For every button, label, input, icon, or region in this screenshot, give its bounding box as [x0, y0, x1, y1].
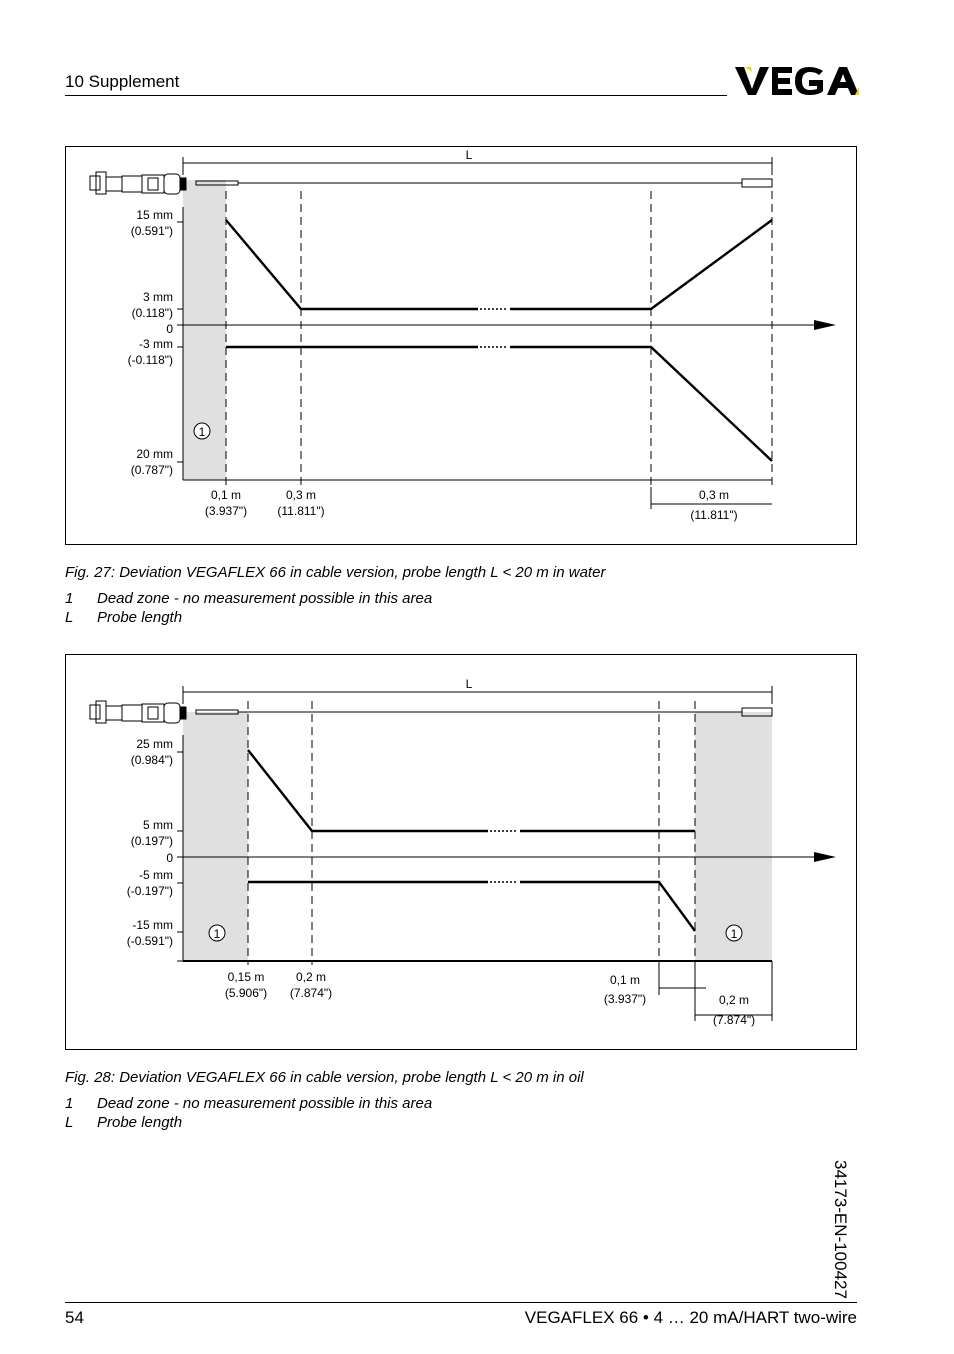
- upper-deviation-line: [226, 220, 478, 309]
- document-id: 34173-EN-100427: [831, 1160, 850, 1299]
- legend-item: L Probe length: [65, 1114, 183, 1131]
- l-label: L: [465, 677, 473, 691]
- svg-text:0,3 m: 0,3 m: [285, 488, 317, 502]
- svg-text:(3.937"): (3.937"): [204, 504, 248, 518]
- x-labels: [225, 970, 755, 1027]
- svg-text:0,15 m: 0,15 m: [227, 970, 265, 984]
- y-labels: [127, 737, 174, 948]
- svg-text:0: 0: [166, 322, 173, 336]
- svg-text:(0.118"): (0.118"): [131, 306, 173, 320]
- figure-27-caption: Fig. 27: Deviation VEGAFLEX 66 in cable version, probe length L < 20 m in water: [65, 564, 606, 581]
- svg-text:(-0.197"): (-0.197"): [126, 884, 173, 898]
- svg-text:3 mm: 3 mm: [143, 290, 173, 304]
- l-label: L: [465, 148, 473, 162]
- footer-title: VEGAFLEX 66 • 4 … 20 mA/HART two-wire: [524, 1308, 857, 1327]
- svg-text:(11.811"): (11.811"): [690, 508, 738, 522]
- svg-text:(7.874"): (7.874"): [289, 986, 333, 1000]
- y-labels: [128, 208, 174, 477]
- svg-text:0,1 m: 0,1 m: [609, 973, 641, 987]
- svg-text:1: 1: [213, 927, 221, 941]
- svg-text:20 mm: 20 mm: [136, 447, 173, 461]
- svg-text:(5.906"): (5.906"): [224, 986, 268, 1000]
- figure-28-caption: Fig. 28: Deviation VEGAFLEX 66 in cable version, probe length L < 20 m in oil: [65, 1069, 584, 1086]
- figure-27: [65, 146, 857, 545]
- svg-text:0,2 m: 0,2 m: [718, 993, 750, 1007]
- svg-text:0,1 m: 0,1 m: [210, 488, 242, 502]
- legend-item: 1 Dead zone - no measurement possible in this area: [65, 590, 433, 607]
- figure-28: [65, 654, 857, 1050]
- svg-text:1: 1: [730, 927, 738, 941]
- svg-text:(0.591"): (0.591"): [130, 224, 173, 238]
- svg-text:0,2 m: 0,2 m: [295, 970, 327, 984]
- svg-text:(0.787"): (0.787"): [130, 463, 173, 477]
- svg-text:-15 mm: -15 mm: [132, 918, 173, 932]
- svg-text:0,3 m: 0,3 m: [698, 488, 730, 502]
- svg-text:(7.874"): (7.874"): [712, 1013, 756, 1027]
- svg-text:0: 0: [166, 851, 173, 865]
- upper-deviation-line: [248, 750, 488, 831]
- svg-text:15 mm: 15 mm: [136, 208, 173, 222]
- svg-text:-5 mm: -5 mm: [139, 868, 173, 882]
- svg-text:25 mm: 25 mm: [136, 737, 173, 751]
- svg-text:(0.984"): (0.984"): [130, 753, 173, 767]
- guide-lines: [248, 701, 695, 965]
- svg-text:1: 1: [198, 425, 206, 439]
- svg-text:(0.197"): (0.197"): [130, 834, 173, 848]
- svg-text:(-0.118"): (-0.118"): [127, 353, 173, 367]
- svg-text:(-0.591"): (-0.591"): [126, 934, 173, 948]
- legend-item: 1 Dead zone - no measurement possible in this area: [65, 1095, 433, 1112]
- dead-zone: [183, 712, 248, 961]
- dead-zone: [695, 712, 772, 961]
- x-labels: [205, 488, 738, 522]
- svg-text:(3.937"): (3.937"): [603, 992, 647, 1006]
- svg-text:(11.811"): (11.811"): [277, 504, 325, 518]
- page-number: 54: [65, 1308, 84, 1327]
- vega-logo: [735, 63, 859, 99]
- footer-rule: [65, 1302, 857, 1303]
- section-title: 10 Supplement: [65, 72, 180, 91]
- legend-item: L Probe length: [65, 609, 183, 626]
- svg-text:5 mm: 5 mm: [143, 818, 173, 832]
- svg-text:-3 mm: -3 mm: [139, 337, 173, 351]
- header-rule: [65, 95, 727, 96]
- guide-lines: [226, 191, 772, 487]
